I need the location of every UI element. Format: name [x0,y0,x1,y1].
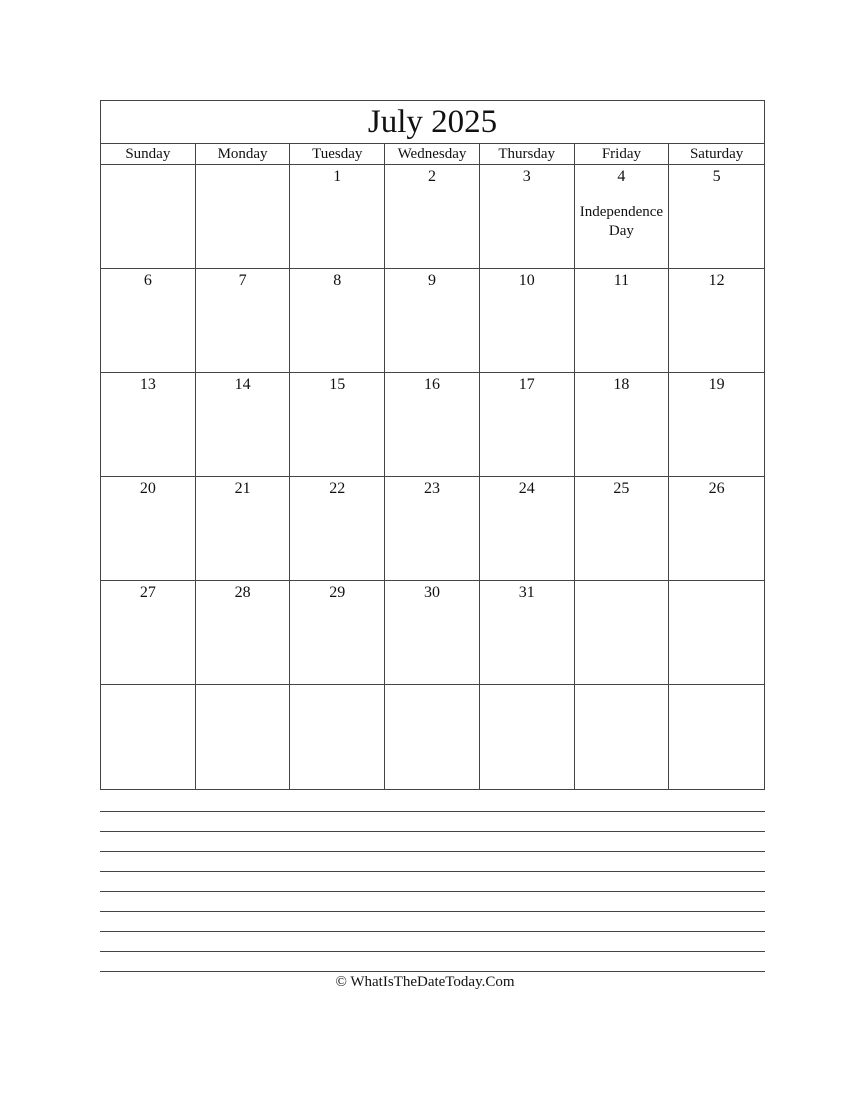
day-number: 5 [712,168,721,185]
day-cell [196,269,291,373]
day-number [385,687,479,707]
day-cell [196,373,291,477]
day-number: 2 [427,168,436,185]
footer-copyright: © WhatIsTheDateToday.Com [335,974,515,990]
day-number: 7 [238,272,247,289]
day-number: 10 [518,272,535,289]
note-line [100,831,765,832]
day-cell [290,165,385,269]
day-cell [575,685,670,789]
day-cell [101,685,196,789]
day-number [575,583,669,603]
day-number: 28 [234,584,251,601]
note-line [100,851,765,852]
day-cell [290,373,385,477]
day-number: 29 [329,584,346,601]
weekday-monday: Monday [196,144,291,165]
day-number: 17 [518,376,535,393]
day-cell [669,165,764,269]
note-line [100,891,765,892]
day-cell [196,477,291,581]
note-line [100,971,765,972]
weekday-tuesday: Tuesday [290,144,385,165]
note-line [100,911,765,912]
day-number [669,583,764,603]
weekday-wednesday: Wednesday [385,144,480,165]
day-number: 21 [234,480,251,497]
day-cell [669,477,764,581]
day-cell [101,477,196,581]
day-number: 20 [139,480,156,497]
notes-lines [100,811,765,991]
day-cell [480,581,575,685]
day-cell [669,373,764,477]
weekday-sunday: Sunday [101,144,196,165]
day-number: 16 [423,376,440,393]
day-number: 19 [708,376,725,393]
calendar-title: July 2025 [101,101,764,144]
week-row [101,685,764,789]
day-cell [101,269,196,373]
day-cell [480,477,575,581]
day-cell [385,269,480,373]
day-number: 13 [139,376,156,393]
holiday-label: Independence Day [579,204,664,239]
day-cell [290,685,385,789]
day-number: 9 [427,272,436,289]
week-row [101,581,764,685]
day-number [101,687,195,707]
day-cell [385,581,480,685]
day-number: 23 [423,480,440,497]
day-number: 22 [329,480,346,497]
calendar [100,100,765,790]
day-number [101,167,195,187]
calendar-weeks [101,165,764,789]
day-cell [575,373,670,477]
day-cell [575,269,670,373]
note-line [100,811,765,812]
day-cell [101,581,196,685]
day-cell [290,269,385,373]
day-number: 12 [708,272,725,289]
day-cell [575,581,670,685]
day-number: 30 [423,584,440,601]
day-number: 18 [613,376,630,393]
day-number [480,687,574,707]
day-number: 11 [613,272,630,289]
week-row [101,477,764,581]
day-number: 25 [613,480,630,497]
day-number [196,687,290,707]
day-number [196,167,290,187]
day-cell [196,581,291,685]
day-number: 14 [234,376,251,393]
weekday-friday: Friday [575,144,670,165]
day-cell [575,477,670,581]
day-cell [480,685,575,789]
day-cell [385,373,480,477]
day-number: 4 [617,168,626,185]
day-number [669,687,764,707]
note-line [100,871,765,872]
day-cell [575,165,670,269]
day-number [290,687,384,707]
day-cell [101,373,196,477]
day-number: 26 [708,480,725,497]
day-number: 6 [143,272,152,289]
day-number: 27 [139,584,156,601]
note-line [100,951,765,952]
day-cell [669,269,764,373]
weekday-thursday: Thursday [480,144,575,165]
day-number: 8 [333,272,342,289]
day-cell [196,685,291,789]
day-number: 31 [518,584,535,601]
day-number: 24 [518,480,535,497]
day-cell [196,165,291,269]
day-cell [480,165,575,269]
day-cell [669,581,764,685]
day-number [575,687,669,707]
day-number: 15 [329,376,346,393]
day-cell [480,373,575,477]
day-cell [290,581,385,685]
day-cell [480,269,575,373]
day-cell [385,477,480,581]
week-row [101,269,764,373]
day-cell [385,685,480,789]
weekday-header-row [101,144,764,165]
day-cell [290,477,385,581]
day-number: 3 [522,168,531,185]
week-row [101,373,764,477]
day-cell [101,165,196,269]
weekday-saturday: Saturday [669,144,764,165]
note-line [100,931,765,932]
day-cell [385,165,480,269]
day-number: 1 [333,168,342,185]
week-row [101,165,764,269]
day-cell [669,685,764,789]
